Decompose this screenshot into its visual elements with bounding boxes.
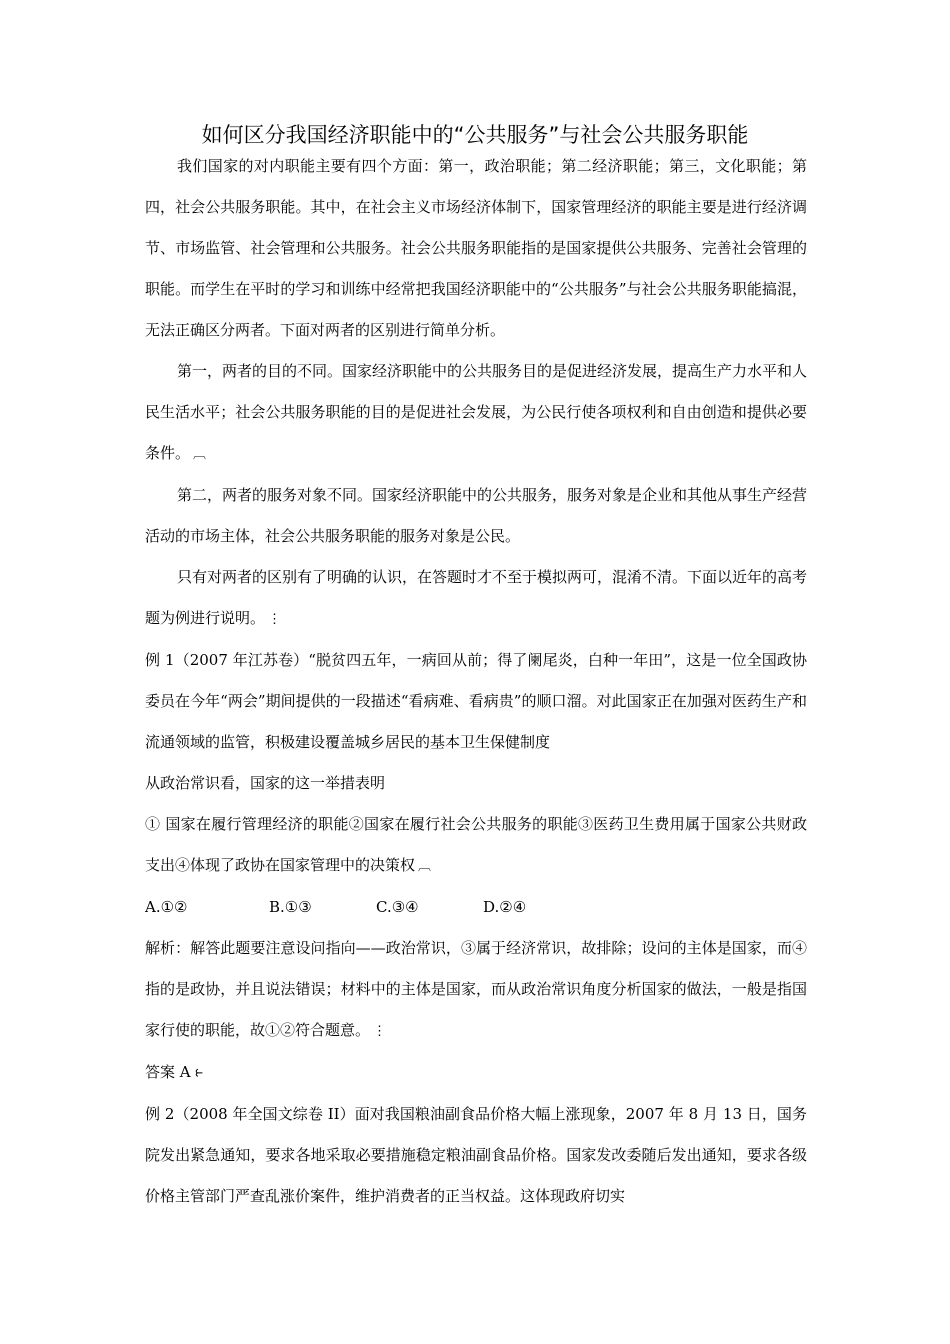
format-mark-icon: ︹ (418, 859, 432, 874)
example-one-stem: 例 1（2007 年江苏卷）“脱贫四五年，一病回从前；得了阑尾炎，白种一年田”，这是一位全国政协委员在今年“两会”期间提供的一段描述“看病难、看病贵”的顺口溜。对此国家正在加强对医药生产和流通领域的监管，积极建设覆盖城乡居民的基本卫生保健制度 (145, 651, 807, 751)
example-one-question: 从政治常识看，国家的这一举措表明 (145, 774, 386, 792)
point-one-text: 第一，两者的目的不同。国家经济职能中的公共服务目的是促进经济发展，提高生产力水平和人民生活水平；社会公共服务职能的目的是促进社会发展，为公民行使各项权利和自由创造和提供必要条件。 (145, 362, 808, 462)
format-mark-icon: ︹ (193, 447, 207, 462)
example-one-statements (145, 804, 807, 887)
conclusion-text: 只有对两者的区别有了明确的认识，在答题时才不至于模拟两可，混淆不清。下面以近年的高考题为例进行说明。 (145, 568, 808, 627)
example-one-analysis-paragraph (145, 928, 807, 1052)
point-one-paragraph (145, 351, 807, 475)
option-a: A.①② (145, 898, 188, 916)
format-mark-icon: ⋮ (373, 1024, 387, 1039)
example-one-analysis: 解析：解答此题要注意设问指向——政治常识，③属于经济常识，故排除；设问的主体是国家，而④指的是政协，并且说法错误；材料中的主体是国家，而从政治常识角度分析国家的做法，一般是指国家行使的职能，故①②符合题意。 (145, 939, 807, 1039)
format-mark-icon: ⥼ (193, 1066, 205, 1081)
conclusion-paragraph (145, 557, 807, 640)
option-c: C.③④ (376, 898, 419, 916)
example-one-options (145, 887, 807, 928)
example-one-answer-line (145, 1052, 807, 1094)
example-two-stem: 例 2（2008 年全国文综卷 II）面对我国粮油副食品价格大幅上涨现象，2007 年 8 月 13 日，国务院发出紧急通知，要求各地采取必要措施稳定粮油副食品价格。国家发改委随后发出通知，要求各级价格主管部门严查乱涨价案件，维护消费者的正当权益。这体现政府切实 (145, 1105, 807, 1205)
example-one-statements-text: ① 国家在履行管理经济的职能②国家在履行社会公共服务的职能③医药卫生费用属于国家公共财政支出④体现了政协在国家管理中的决策权 (145, 815, 807, 874)
document-title: 如何区分我国经济职能中的“公共服务”与社会公共服务职能 (201, 123, 749, 147)
point-two-paragraph: 第二，两者的服务对象不同。国家经济职能中的公共服务，服务对象是企业和其他从事生产经营活动的市场主体，社会公共服务职能的服务对象是公民。 (145, 486, 808, 545)
example-one-answer: 答案 A (145, 1063, 191, 1081)
document-body (145, 146, 807, 1217)
intro-paragraph: 我们国家的对内职能主要有四个方面：第一，政治职能；第二经济职能；第三，文化职能；第四，社会公共服务职能。其中，在社会主义市场经济体制下，国家管理经济的职能主要是进行经济调节、市场监管、社会管理和公共服务。社会公共服务职能指的是国家提供公共服务、完善社会管理的职能。而学生在平时的学习和训练中经常把我国经济职能中的“公共服务”与社会公共服务职能搞混，无法正确区分两者。下面对两者的区别进行简单分析。 (145, 157, 807, 339)
format-mark-icon: ⋮ (268, 612, 282, 627)
option-d: D.②④ (483, 898, 527, 916)
option-b: B.①③ (269, 898, 312, 916)
